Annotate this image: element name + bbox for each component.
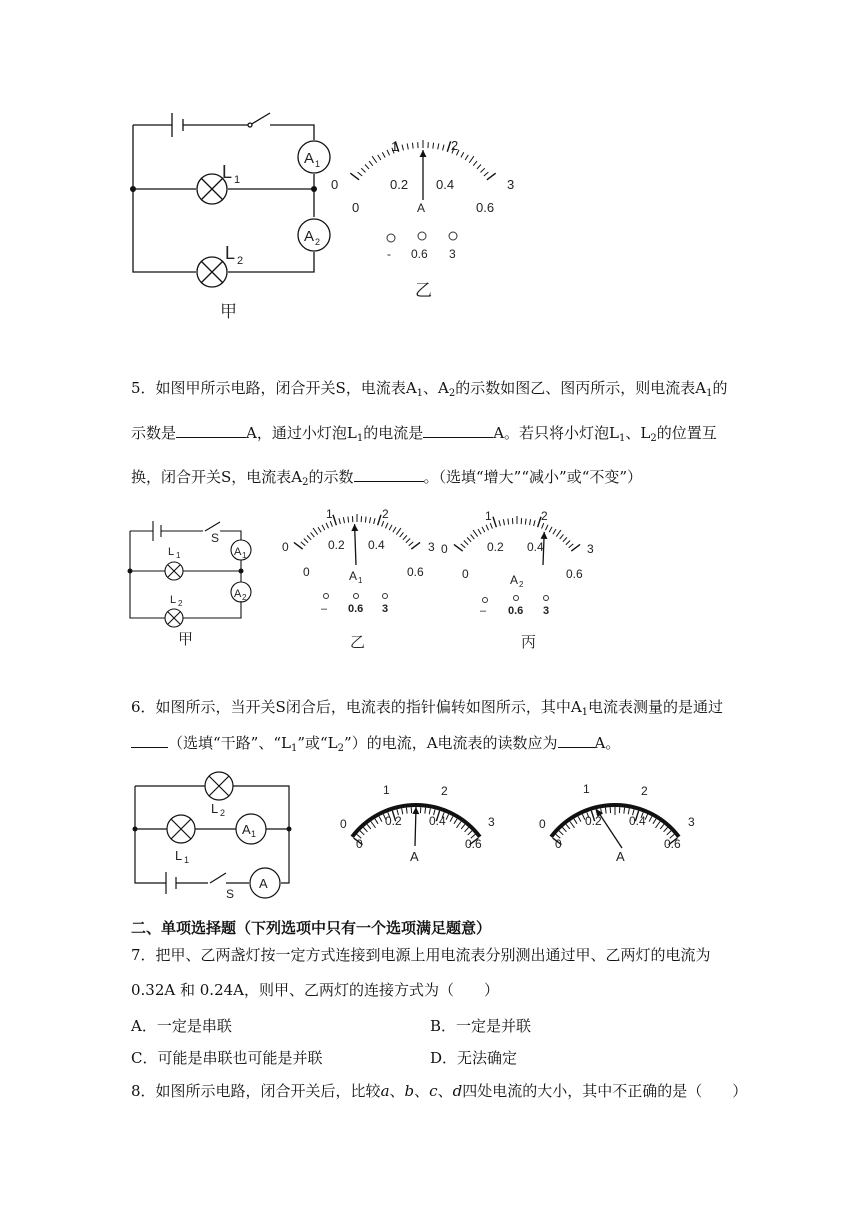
dial-tick-0.2: 0.2	[390, 177, 409, 192]
figure-label-jia: 甲	[220, 302, 237, 321]
svg-text:2: 2	[382, 507, 389, 521]
switch-s-label: S	[211, 531, 220, 545]
q7-option-c[interactable]: C．可能是串联也可能是并联	[131, 1049, 323, 1067]
svg-text:3: 3	[488, 815, 495, 829]
figure-label-bing: 丙	[521, 634, 537, 651]
dial-tick-mark	[562, 827, 566, 831]
ammeter-a1-label: A	[304, 150, 315, 167]
dial-tick-mark	[379, 816, 382, 821]
dial-tick-mark	[566, 824, 570, 829]
q5-line-1: 5．如图甲所示电路，闭合开关S，电流表$A_1$、$A_2$的示数如图乙、图丙所示，则电流表$A_1$的	[131, 379, 728, 399]
figure-label-yi: 乙	[350, 634, 366, 651]
svg-text:1: 1	[326, 507, 333, 521]
svg-text:A: A	[510, 573, 519, 587]
svg-text:3: 3	[688, 815, 695, 829]
dial-needle-head	[412, 807, 419, 814]
svg-text:A: A	[259, 876, 268, 891]
svg-text:0.6: 0.6	[348, 603, 364, 615]
svg-text:1: 1	[176, 551, 181, 560]
svg-text:0.6: 0.6	[411, 247, 428, 261]
svg-text:2: 2	[541, 509, 548, 523]
svg-text:A: A	[242, 822, 251, 837]
svg-text:L: L	[168, 546, 175, 558]
svg-text:1: 1	[251, 829, 257, 839]
svg-text:–: –	[480, 605, 487, 617]
svg-text:0.2: 0.2	[385, 814, 402, 828]
svg-text:0.2: 0.2	[487, 540, 504, 554]
dial-tick-mark	[559, 831, 563, 835]
svg-text:A: A	[234, 588, 242, 600]
dial-tick-mark	[406, 808, 407, 814]
svg-text:3: 3	[449, 247, 456, 261]
svg-text:0: 0	[282, 540, 289, 554]
svg-text:0.6: 0.6	[664, 837, 681, 851]
dial-tick-mark	[570, 821, 575, 828]
q5-line-2: 示数是 A，通过小灯泡$L_1$的电流是 A。若只将小灯泡$L_1$、$L_2$的位置互	[131, 424, 717, 444]
svg-text:3: 3	[543, 605, 550, 617]
svg-text:0: 0	[356, 837, 363, 851]
svg-text:2: 2	[242, 593, 247, 602]
dial-tick-2: 2	[451, 138, 459, 153]
svg-text:0: 0	[555, 837, 562, 851]
dial-tick-mark	[667, 831, 671, 835]
q6-line-2: （选填“干路”、“$L_1$”或“$L_2$”）的电流，A电流表的读数应为 A。	[131, 733, 620, 759]
dial-tick-0-bottom: 0	[352, 200, 360, 215]
svg-text:A: A	[234, 546, 242, 558]
svg-text:2: 2	[178, 599, 183, 608]
dial-tick-mark	[456, 821, 461, 828]
svg-text:3: 3	[382, 603, 389, 615]
ammeter-a2-label: A	[304, 228, 315, 245]
q7-line-1: 7．把甲、乙两盏灯按一定方式连接到电源上用电流表分别测出通过甲、乙两灯的电流为	[131, 946, 711, 964]
svg-text:0.2: 0.2	[328, 538, 345, 552]
svg-text:0.6: 0.6	[566, 567, 583, 581]
svg-text:1: 1	[315, 159, 321, 169]
q6-line-1: 6．如图所示，当开关S闭合后，电流表的指针偏转如图所示，其中$A_1$电流表测量的是通过	[131, 698, 724, 718]
dial-tick-mark	[402, 808, 403, 814]
q8-line-1: 8．如图所示电路，闭合开关后，比较a、b、c、d四处电流的大小，其中不正确的是（ ）	[131, 1082, 748, 1100]
svg-text:A: A	[349, 569, 358, 583]
dial-tick-mark	[461, 824, 465, 829]
svg-text:1: 1	[383, 783, 390, 797]
dial-tick-mark	[375, 819, 378, 824]
svg-text:0.4: 0.4	[527, 540, 544, 554]
q7-option-a[interactable]: A．一定是串联	[131, 1017, 232, 1035]
svg-text:1: 1	[234, 174, 241, 186]
svg-text:0.4: 0.4	[368, 538, 385, 552]
svg-text:2: 2	[441, 784, 448, 798]
dial-unit: A	[417, 201, 426, 215]
figure-label-yi: 乙	[415, 281, 432, 300]
dial-tick-mark	[655, 821, 660, 828]
svg-text:A: A	[410, 849, 419, 864]
svg-text:0: 0	[441, 542, 448, 556]
svg-text:0.4: 0.4	[629, 814, 646, 828]
ammeter-dial-a-reading	[551, 805, 679, 848]
svg-text:0.2: 0.2	[585, 814, 602, 828]
dial-tick-mark	[450, 816, 453, 821]
dial-tick-mark	[454, 819, 457, 824]
q7-line-2: 0.32A 和 0.24A，则甲、乙两灯的连接方式为（ ）	[131, 981, 499, 999]
svg-text:0.4: 0.4	[429, 814, 446, 828]
dial-tick-mark	[465, 827, 469, 831]
svg-text:2: 2	[220, 808, 226, 818]
lamp-l1-label: L	[222, 162, 233, 182]
switch-s-blade	[210, 873, 226, 883]
q5-line-3: 换，闭合开关S，电流表$A_2$的示数 。（选填“增大”“减小”或“不变”）	[131, 468, 643, 488]
dial-tick-0.4: 0.4	[436, 177, 455, 192]
dial-tick-mark	[664, 827, 668, 831]
dial-tick-mark	[605, 808, 606, 814]
svg-text:L: L	[170, 594, 177, 606]
dial-tick-mark	[371, 821, 376, 828]
figure-label-jia: 甲	[178, 631, 194, 648]
dial-tick-3: 3	[507, 177, 515, 192]
svg-text:A: A	[616, 849, 625, 864]
svg-text:1: 1	[358, 576, 363, 585]
dial-tick-0.6: 0.6	[476, 200, 495, 215]
dial-tick-mark	[363, 827, 367, 831]
svg-text:2: 2	[237, 255, 244, 267]
svg-text:1: 1	[242, 551, 247, 560]
q7-option-b[interactable]: B．一定是并联	[430, 1017, 532, 1035]
q7-option-d[interactable]: D．无法确定	[430, 1049, 518, 1067]
svg-text:L: L	[175, 848, 183, 863]
dial-tick-mark	[367, 824, 371, 829]
dial-tick-mark	[660, 824, 664, 829]
dial-tick-mark	[653, 819, 656, 824]
ammeter-dial-a1-reading	[352, 805, 480, 846]
dial-tick-1: 1	[391, 139, 399, 154]
svg-text:0.6: 0.6	[465, 837, 482, 851]
svg-text:1: 1	[184, 855, 190, 865]
dial-tick-mark	[360, 831, 364, 835]
dial-tick-mark	[578, 816, 581, 821]
dial-tick-mark	[649, 816, 652, 821]
dial-tick-mark	[446, 814, 449, 819]
svg-text:0.6: 0.6	[508, 605, 524, 617]
lamp-l2-label: L	[225, 243, 236, 263]
svg-text:0: 0	[462, 567, 469, 581]
svg-text:2: 2	[641, 784, 648, 798]
svg-text:2: 2	[519, 580, 524, 589]
dial-tick-mark	[574, 819, 577, 824]
svg-text:1: 1	[485, 509, 492, 523]
svg-text:L: L	[211, 801, 219, 816]
svg-text:1: 1	[583, 782, 590, 796]
dial-tick-mark	[468, 831, 472, 835]
svg-text:2: 2	[315, 237, 321, 247]
svg-text:0.6: 0.6	[407, 565, 424, 579]
svg-text:-: -	[387, 247, 391, 261]
dial-tick-mark	[425, 808, 426, 814]
dial-tick-0-top: 0	[331, 177, 339, 192]
svg-text:3: 3	[587, 542, 594, 556]
dial-tick-mark	[624, 808, 625, 814]
section-heading: 二、单项选择题（下列选项中只有一个选项满足题意）	[131, 919, 492, 937]
svg-text:–: –	[321, 603, 328, 615]
svg-text:S: S	[226, 887, 235, 901]
svg-text:0: 0	[539, 817, 546, 831]
svg-text:0: 0	[340, 817, 347, 831]
svg-text:3: 3	[428, 540, 435, 554]
svg-text:0: 0	[303, 565, 310, 579]
